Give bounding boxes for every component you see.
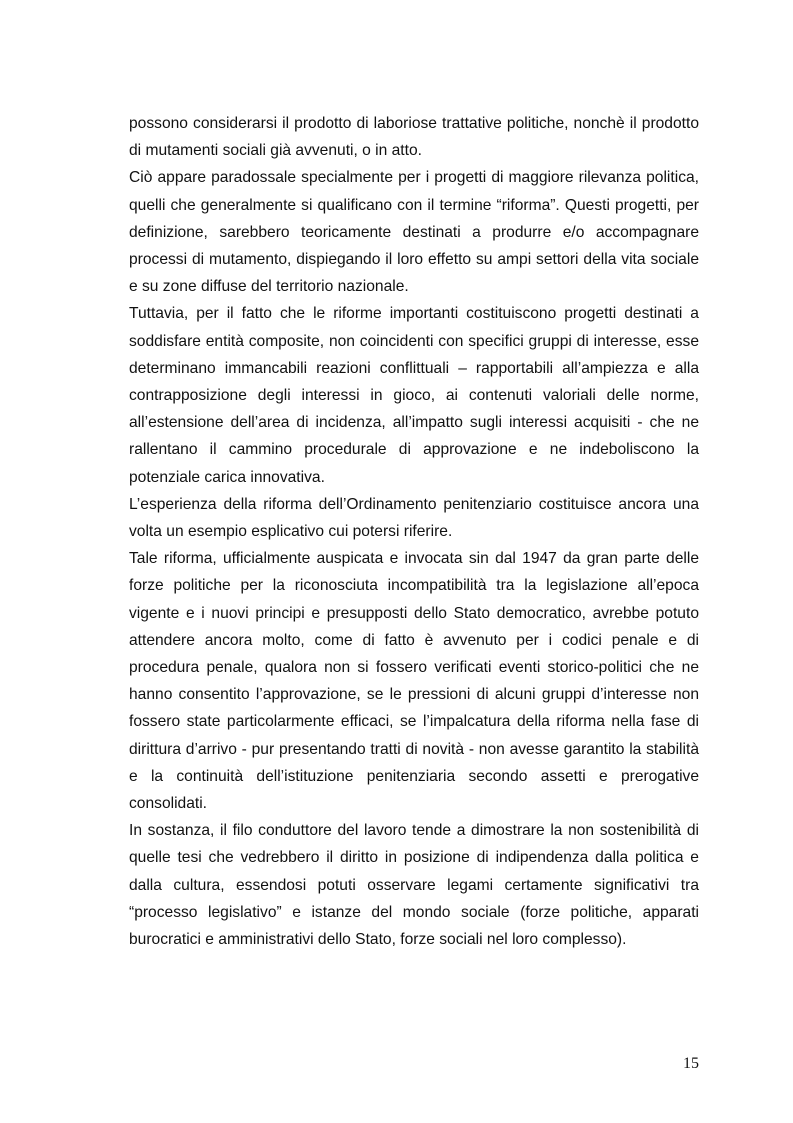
paragraph-5: Tale riforma, ufficialmente auspicata e invocata sin dal 1947 da gran parte delle forze politiche per la riconosciuta incompatibilità tra la legislazione all’epoca vigente e i nuovi principi e presupposti dello Stato democratico, avrebbe potuto attendere ancora molto, come di fatto è avvenuto per i codici penale e di procedura penale, qualora non si fossero verificati eventi storico-politici che ne hanno consentito l’approvazione, se le pressioni di alcuni gruppi d’interesse non fossero state particolarmente efficaci, se l’impalcatura della riforma nella fase di dirittura d’arrivo - pur presentando tratti di novità - non avesse garantito la stabilità e la continuità dell’istituzione penitenziaria secondo assetti e prerogative consolidati. [129,550,699,813]
body-text [129,110,699,953]
paragraph-3: Tuttavia, per il fatto che le riforme importanti costituiscono progetti destinati a soddisfare entità composite, non coincidenti con specifici gruppi di interesse, esse determinano immancabili reazioni conflittuali – rapportabili all’ampiezza e alla contrapposizione degli interessi in gioco, ai contenuti valoriali delle norme, all’estensione dell’area di incidenza, all’impatto sugli interessi acquisiti - che ne rallentano il cammino procedurale di approvazione e ne indeboliscono la potenziale carica innovativa. [129,305,699,486]
paragraph-4: L’esperienza della riforma dell’Ordinamento penitenziario costituisce ancora una volta un esempio esplicativo cui potersi riferire. [129,495,699,541]
paragraph-1: possono considerarsi il prodotto di laboriose trattative politiche, nonchè il prodotto di mutamenti sociali già avvenuti, o in atto. [129,115,699,160]
paragraph-2: Ciò appare paradossale specialmente per i progetti di maggiore rilevanza politica, quelli che generalmente si qualificano con il termine “riforma”. Questi progetti, per definizione, sarebbero teoricamente destinati a produrre e/o accompagnare processi di mutamento, dispiegando il loro effetto su ampi settori della vita sociale e su zone diffuse del territorio nazionale. [129,169,699,296]
page-number: 15 [683,1055,699,1072]
paragraph-6: In sostanza, il filo conduttore del lavoro tende a dimostrare la non sostenibilità di quelle tesi che vedrebbero il diritto in posizione di indipendenza dalla politica e dalla cultura, essendosi potuti osservare legami certamente significativi tra “processo legislativo” e istanze del mondo sociale (forze politiche, apparati burocratici e amministrativi dello Stato, forze sociali nel loro complesso). [129,822,699,949]
